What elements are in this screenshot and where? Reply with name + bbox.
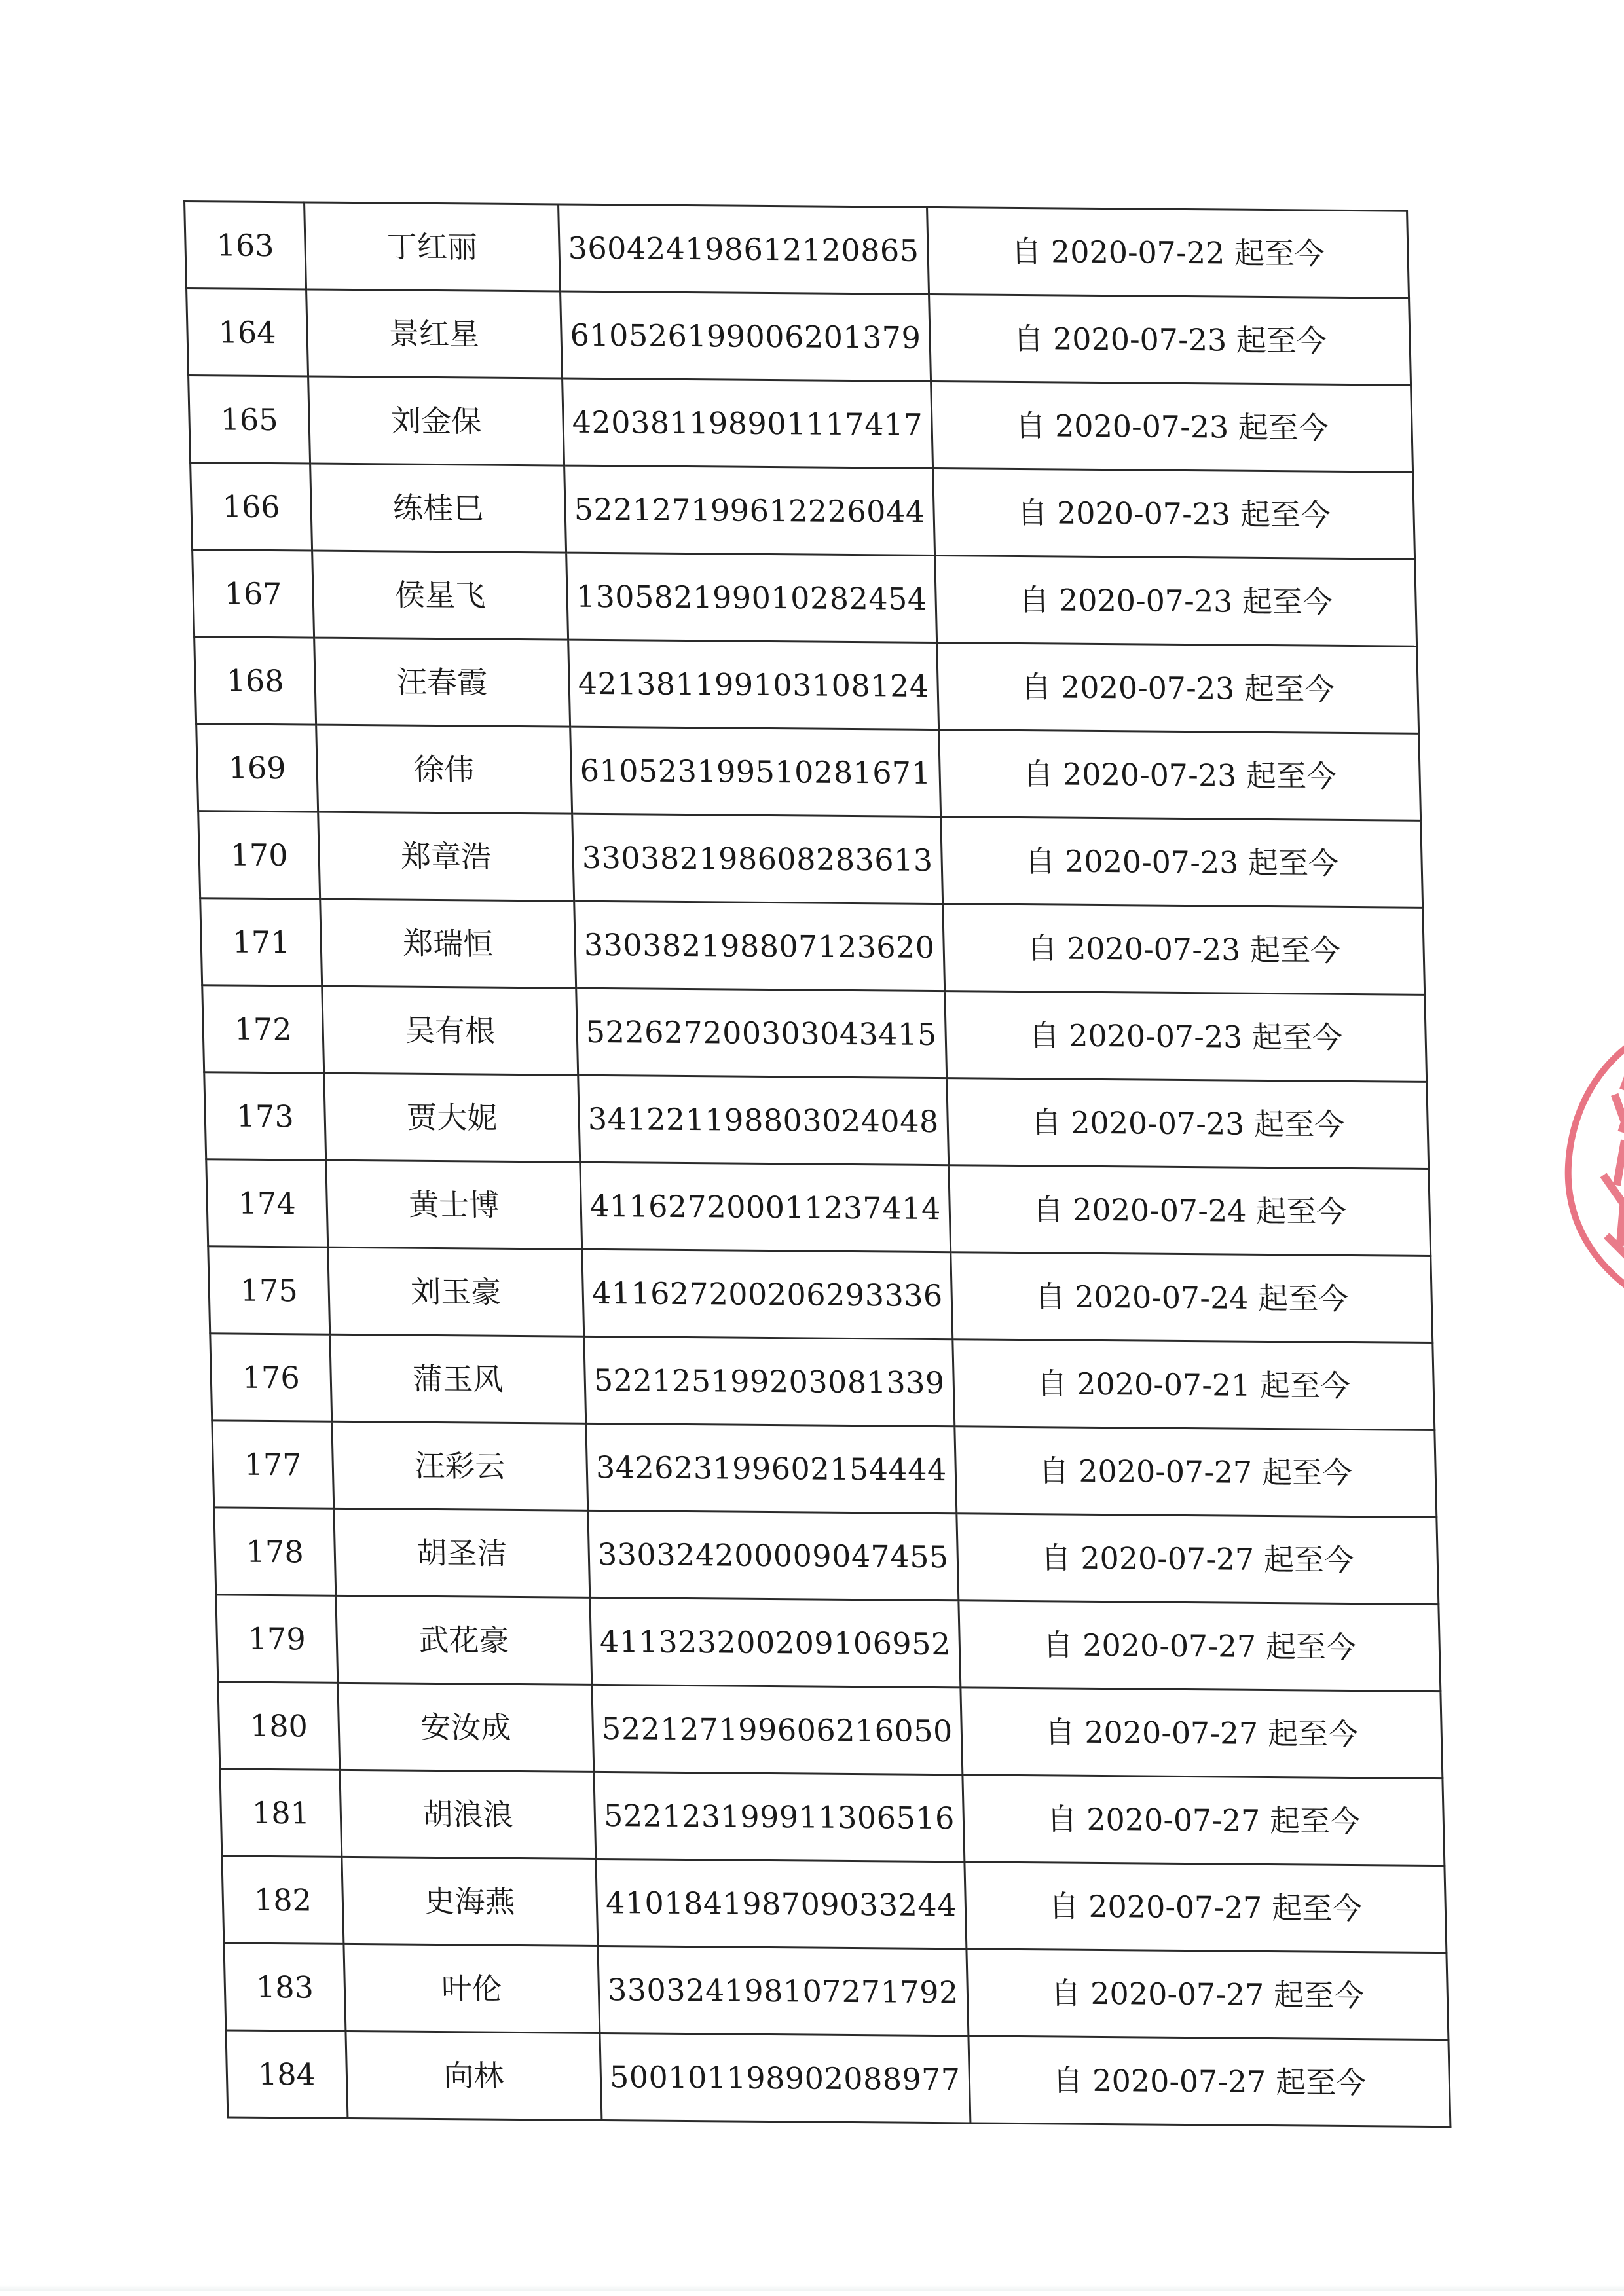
row-period-cell [933,468,1415,559]
period-suffix: 起至今 [1273,1977,1365,2014]
row-number-cell: 166 [191,463,312,551]
period-date: 2020-07-23 [1054,408,1229,445]
row-id-number-cell: 330382198807123620 [574,901,945,991]
table-row [220,1769,1445,1866]
row-number-cell: 176 [210,1334,332,1421]
row-period-cell [927,207,1409,298]
period-prefix: 自 [1032,1192,1064,1228]
row-number-cell: 168 [194,637,316,725]
row-number-cell: 184 [226,2030,348,2118]
period-date: 2020-07-23 [1060,669,1235,706]
row-number-cell: 170 [198,811,320,899]
row-name-cell: 向林 [346,2031,602,2120]
period-date: 2020-07-27 [1092,2062,1267,2100]
row-period-cell [931,381,1413,472]
row-number-cell: 163 [185,202,306,289]
row-period-cell [963,1775,1445,1866]
roster-table-body [185,202,1450,2127]
red-stamp-seal-icon [1532,995,1624,1336]
table-row [224,1943,1449,2040]
period-date: 2020-07-27 [1082,1627,1257,1664]
row-number-cell: 171 [200,898,322,986]
table-row [222,1856,1447,1953]
period-prefix: 自 [1028,1017,1060,1053]
row-period-cell [961,1688,1443,1779]
period-prefix: 自 [1050,1975,1082,2011]
period-date: 2020-07-27 [1078,1453,1253,1490]
table-row [193,550,1417,647]
row-name-cell: 徐伟 [316,725,572,814]
period-suffix: 起至今 [1263,1541,1355,1578]
row-name-cell: 汪彩云 [332,1421,588,1510]
period-date: 2020-07-23 [1064,843,1239,881]
row-name-cell: 史海燕 [342,1857,598,1946]
period-prefix: 自 [1024,843,1056,879]
row-name-cell: 郑瑞恒 [320,899,576,988]
period-date: 2020-07-23 [1070,1104,1245,1142]
row-period-cell [951,1252,1433,1343]
period-prefix: 自 [1012,320,1044,357]
row-id-number-cell: 341221198803024048 [578,1075,949,1165]
table-row [216,1595,1441,1692]
table-row [198,811,1423,908]
row-period-cell [943,904,1425,995]
row-name-cell: 武花豪 [336,1595,592,1685]
row-name-cell: 安汝成 [338,1683,594,1772]
row-period-cell [969,2036,1450,2127]
row-name-cell: 丁红丽 [304,202,561,291]
period-date: 2020-07-23 [1062,756,1237,793]
row-number-cell: 183 [224,1943,346,2031]
row-id-number-cell: 500101198902088977 [600,2033,970,2123]
row-id-number-cell: 522125199203081339 [584,1336,955,1426]
period-prefix: 自 [1010,233,1042,270]
table-row [185,202,1409,299]
period-prefix: 自 [1026,930,1058,966]
row-period-cell [957,1514,1439,1605]
table-row [200,898,1425,995]
period-suffix: 起至今 [1249,932,1341,968]
period-date: 2020-07-22 [1050,234,1225,271]
row-id-number-cell: 522627200303043415 [576,988,947,1078]
table-row [189,376,1413,473]
period-date: 2020-07-23 [1066,930,1241,968]
row-period-cell [939,730,1421,821]
row-name-cell: 胡圣洁 [334,1508,590,1597]
table-row [204,1072,1429,1169]
period-prefix: 自 [1016,494,1048,531]
row-id-number-cell: 410184198709033244 [596,1859,967,1948]
period-prefix: 自 [1042,1627,1074,1663]
row-number-cell: 167 [193,550,314,638]
period-suffix: 起至今 [1271,1890,1363,1927]
row-number-cell: 180 [218,1682,340,1770]
period-suffix: 起至今 [1269,1803,1361,1840]
period-suffix: 起至今 [1259,1367,1351,1404]
row-period-cell [945,991,1427,1082]
period-date: 2020-07-21 [1076,1366,1251,1403]
table-row [194,637,1419,734]
period-suffix: 起至今 [1267,1716,1359,1753]
row-number-cell: 164 [187,289,308,376]
period-prefix: 自 [1052,2062,1084,2098]
row-id-number-cell: 330324200009047455 [588,1510,959,1600]
row-period-cell [947,1078,1429,1169]
row-id-number-cell: 610523199510281671 [570,727,941,816]
row-number-cell: 172 [202,985,324,1073]
period-date: 2020-07-24 [1072,1192,1247,1229]
row-name-cell: 吴有根 [322,986,578,1075]
row-id-number-cell: 411627200206293336 [582,1249,953,1339]
row-period-cell [935,556,1417,647]
period-date: 2020-07-27 [1084,1714,1259,1751]
row-period-cell [929,294,1411,385]
row-number-cell: 173 [204,1072,326,1160]
row-number-cell: 178 [214,1508,336,1595]
row-id-number-cell: 522123199911306516 [594,1772,965,1861]
row-name-cell: 黄士博 [326,1160,582,1249]
period-prefix: 自 [1040,1540,1072,1576]
table-row [206,1159,1431,1256]
table-row [187,289,1411,386]
row-id-number-cell: 610526199006201379 [561,291,931,381]
period-prefix: 自 [1044,1714,1076,1750]
row-id-number-cell: 360424198612120865 [559,204,929,294]
period-prefix: 自 [1038,1453,1070,1489]
row-name-cell: 郑章浩 [318,812,574,901]
table-row [218,1682,1443,1779]
row-name-cell: 刘玉豪 [328,1247,584,1336]
table-row [208,1247,1433,1343]
table-row [210,1334,1435,1430]
roster-table-wrapper [183,200,1441,2128]
period-date: 2020-07-27 [1090,1975,1265,2013]
table-row [196,724,1421,821]
row-name-cell: 贾大妮 [324,1073,580,1162]
period-prefix: 自 [1036,1366,1068,1402]
row-number-cell: 179 [216,1595,338,1683]
period-date: 2020-07-23 [1068,1017,1243,1055]
period-suffix: 起至今 [1251,1019,1343,1055]
period-prefix: 自 [1046,1801,1078,1837]
period-date: 2020-07-27 [1086,1801,1261,1838]
row-period-cell [965,1862,1447,1953]
period-date: 2020-07-23 [1052,321,1227,358]
period-suffix: 起至今 [1257,1280,1349,1317]
row-id-number-cell: 420381198901117417 [563,378,933,468]
row-period-cell [955,1427,1437,1518]
table-row [226,2030,1450,2127]
row-name-cell: 刘金保 [308,376,564,465]
row-number-cell: 182 [222,1856,344,1944]
row-name-cell: 练桂巳 [310,464,566,553]
period-date: 2020-07-23 [1058,582,1233,619]
row-id-number-cell: 421381199103108124 [568,640,939,729]
table-row [191,463,1415,560]
row-id-number-cell: 522127199612226044 [564,465,935,555]
row-name-cell: 侯星飞 [312,551,568,640]
period-suffix: 起至今 [1240,496,1331,533]
roster-table [183,200,1451,2128]
period-suffix: 起至今 [1246,757,1337,794]
period-suffix: 起至今 [1234,235,1325,272]
row-name-cell: 胡浪浪 [340,1770,596,1859]
row-period-cell [949,1165,1431,1256]
row-period-cell [959,1601,1441,1692]
row-number-cell: 174 [206,1159,328,1247]
period-suffix: 起至今 [1236,322,1327,359]
period-prefix: 自 [1020,669,1052,705]
row-id-number-cell: 330382198608283613 [572,814,943,903]
row-id-number-cell: 522127199606216050 [592,1685,963,1774]
period-prefix: 自 [1018,582,1050,618]
period-suffix: 起至今 [1255,1193,1347,1230]
period-suffix: 起至今 [1253,1106,1345,1142]
scan-bottom-edge [0,2285,1624,2291]
row-name-cell: 汪春霞 [314,638,570,727]
period-prefix: 自 [1030,1104,1062,1140]
period-prefix: 自 [1022,756,1054,792]
period-suffix: 起至今 [1244,670,1335,707]
period-date: 2020-07-27 [1088,1888,1263,1925]
period-suffix: 起至今 [1242,583,1333,620]
period-prefix: 自 [1014,407,1046,444]
period-date: 2020-07-27 [1080,1540,1255,1577]
period-date: 2020-07-24 [1074,1279,1249,1316]
row-name-cell: 蒲玉风 [330,1334,586,1423]
row-number-cell: 175 [208,1247,330,1334]
period-suffix: 起至今 [1261,1454,1353,1491]
row-name-cell: 景红星 [306,289,563,378]
row-period-cell [937,643,1419,734]
row-id-number-cell: 411323200209106952 [590,1597,961,1687]
row-number-cell: 165 [189,376,310,464]
period-prefix: 自 [1034,1279,1066,1315]
row-number-cell: 177 [212,1421,334,1508]
row-id-number-cell: 330324198107271792 [598,1946,969,2035]
row-id-number-cell: 342623199602154444 [586,1423,957,1513]
row-id-number-cell: 411627200011237414 [580,1162,951,1252]
row-id-number-cell: 130582199010282454 [566,553,937,642]
period-suffix: 起至今 [1247,845,1339,881]
row-period-cell [941,817,1423,908]
table-row [202,985,1427,1082]
period-date: 2020-07-23 [1056,495,1231,532]
period-suffix: 起至今 [1238,409,1329,446]
period-suffix: 起至今 [1265,1628,1357,1666]
row-number-cell: 181 [220,1769,342,1857]
row-period-cell [967,1949,1449,2040]
period-prefix: 自 [1048,1888,1080,1924]
row-period-cell [953,1339,1435,1430]
table-row [214,1508,1439,1605]
row-name-cell: 叶伦 [344,1944,600,2033]
row-number-cell: 169 [196,724,318,812]
period-suffix: 起至今 [1275,2064,1367,2101]
table-row [212,1421,1437,1518]
